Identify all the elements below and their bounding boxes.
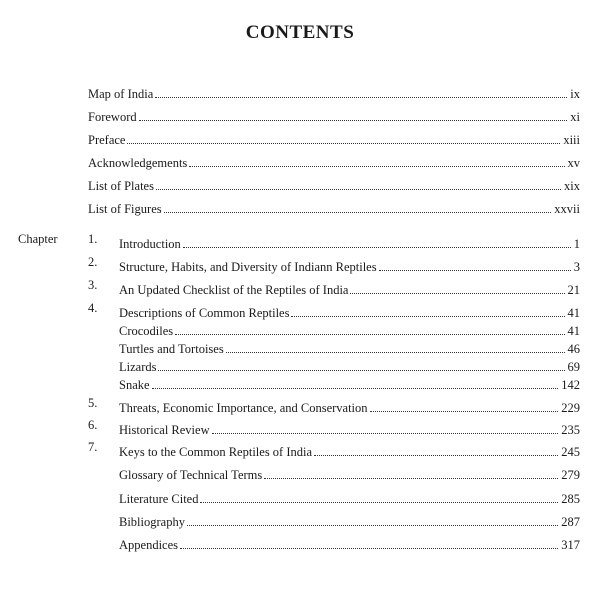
toc-entry-label: Structure, Habits, and Diversity of Indiann Reptiles xyxy=(119,260,377,274)
chapter-number: 6. xyxy=(88,418,98,432)
toc-entry-page: 69 xyxy=(567,360,580,374)
leader-dots xyxy=(156,173,561,190)
toc-entry-label: Appendices xyxy=(119,538,179,552)
leader-dots xyxy=(180,532,558,549)
toc-entry-label: Introduction xyxy=(119,237,181,251)
toc-entry-page: xv xyxy=(567,156,580,170)
toc-entry-page: 46 xyxy=(567,342,580,356)
toc-entry-turtles[interactable] xyxy=(119,336,580,356)
toc-entry-page: 285 xyxy=(561,492,580,506)
toc-entry-page: 317 xyxy=(561,538,580,552)
toc-entry-threats[interactable] xyxy=(119,395,580,415)
chapter-number: 7. xyxy=(88,440,98,454)
leader-dots xyxy=(226,336,565,353)
toc-entry-label: Threats, Economic Importance, and Conservation xyxy=(119,401,368,415)
toc-entry-acknowledgements[interactable] xyxy=(88,150,580,170)
toc-entry-label: Foreword xyxy=(88,110,137,124)
chapter-number: 2. xyxy=(88,255,98,269)
toc-entry-label: Descriptions of Common Reptiles xyxy=(119,306,290,320)
toc-entry-appendices[interactable] xyxy=(119,532,580,552)
toc-entry-page: 41 xyxy=(567,306,580,320)
leader-dots xyxy=(379,254,571,271)
leader-dots xyxy=(189,150,564,167)
toc-entry-label: Historical Review xyxy=(119,423,210,437)
toc-entry-snake[interactable] xyxy=(119,372,580,392)
toc-entry-page: 1 xyxy=(573,237,580,251)
toc-entry-page: ix xyxy=(570,87,580,101)
toc-entry-glossary[interactable] xyxy=(119,462,580,482)
leader-dots xyxy=(175,318,564,335)
toc-entry-preface[interactable] xyxy=(88,127,580,147)
toc-entry-page: 142 xyxy=(561,378,580,392)
toc-entry-label: Crocodiles xyxy=(119,324,174,338)
leader-dots xyxy=(158,354,564,371)
toc-entry-literature-cited[interactable] xyxy=(119,486,580,506)
toc-entry-label: An Updated Checklist of the Reptiles of India xyxy=(119,283,349,297)
toc-entry-label: Literature Cited xyxy=(119,492,199,506)
toc-entry-lizards[interactable] xyxy=(119,354,580,374)
toc-entry-introduction[interactable] xyxy=(119,231,580,251)
toc-entry-map-of-india[interactable] xyxy=(88,81,580,101)
leader-dots xyxy=(155,81,567,98)
chapter-number: 3. xyxy=(88,278,98,292)
toc-entry-keys[interactable] xyxy=(119,439,580,459)
leader-dots xyxy=(200,486,558,503)
leader-dots xyxy=(152,372,559,389)
toc-entry-page: 287 xyxy=(561,515,580,529)
toc-entry-page: 21 xyxy=(567,283,580,297)
chapter-label: Chapter xyxy=(18,232,58,246)
toc-entry-page: 41 xyxy=(567,324,580,338)
toc-entry-label: Snake xyxy=(119,378,150,392)
toc-entry-page: xix xyxy=(564,179,580,193)
toc-entry-bibliography[interactable] xyxy=(119,509,580,529)
leader-dots xyxy=(264,462,558,479)
chapter-number: 1. xyxy=(88,232,98,246)
toc-entry-page: 3 xyxy=(573,260,580,274)
toc-entry-label: Turtles and Tortoises xyxy=(119,342,224,356)
toc-entry-page: xxvii xyxy=(554,202,580,216)
toc-entry-label: Map of India xyxy=(88,87,154,101)
toc-entry-structure-habits[interactable] xyxy=(119,254,580,274)
toc-entry-page: 229 xyxy=(561,401,580,415)
chapter-number: 4. xyxy=(88,301,98,315)
leader-dots xyxy=(350,277,564,294)
chapter-number: 5. xyxy=(88,396,98,410)
toc-entry-page: 235 xyxy=(561,423,580,437)
toc-entry-checklist[interactable] xyxy=(119,277,580,297)
leader-dots xyxy=(187,509,558,526)
toc-entry-label: Bibliography xyxy=(119,515,185,529)
toc-entry-label: Lizards xyxy=(119,360,157,374)
toc-entry-label: Glossary of Technical Terms xyxy=(119,468,263,482)
leader-dots xyxy=(139,104,568,121)
toc-entry-page: xiii xyxy=(563,133,580,147)
leader-dots xyxy=(291,300,564,317)
toc-entry-label: List of Figures xyxy=(88,202,162,216)
page-title: CONTENTS xyxy=(245,22,355,43)
toc-entry-label: Acknowledgements xyxy=(88,156,188,170)
toc-entry-label: Keys to the Common Reptiles of India xyxy=(119,445,313,459)
toc-entry-foreword[interactable] xyxy=(88,104,580,124)
toc-entry-list-of-plates[interactable] xyxy=(88,173,580,193)
toc-entry-descriptions[interactable] xyxy=(119,300,580,320)
toc-entry-page: 245 xyxy=(561,445,580,459)
toc-entry-list-of-figures[interactable] xyxy=(88,196,580,216)
toc-entry-label: List of Plates xyxy=(88,179,154,193)
toc-entry-label: Preface xyxy=(88,133,126,147)
leader-dots xyxy=(164,196,552,213)
toc-entry-page: 279 xyxy=(561,468,580,482)
leader-dots xyxy=(127,127,560,144)
leader-dots xyxy=(212,417,559,434)
toc-entry-page: xi xyxy=(570,110,580,124)
toc-entry-historical-review[interactable] xyxy=(119,417,580,437)
leader-dots xyxy=(370,395,559,412)
leader-dots xyxy=(314,439,558,456)
leader-dots xyxy=(183,231,571,248)
toc-entry-crocodiles[interactable] xyxy=(119,318,580,338)
